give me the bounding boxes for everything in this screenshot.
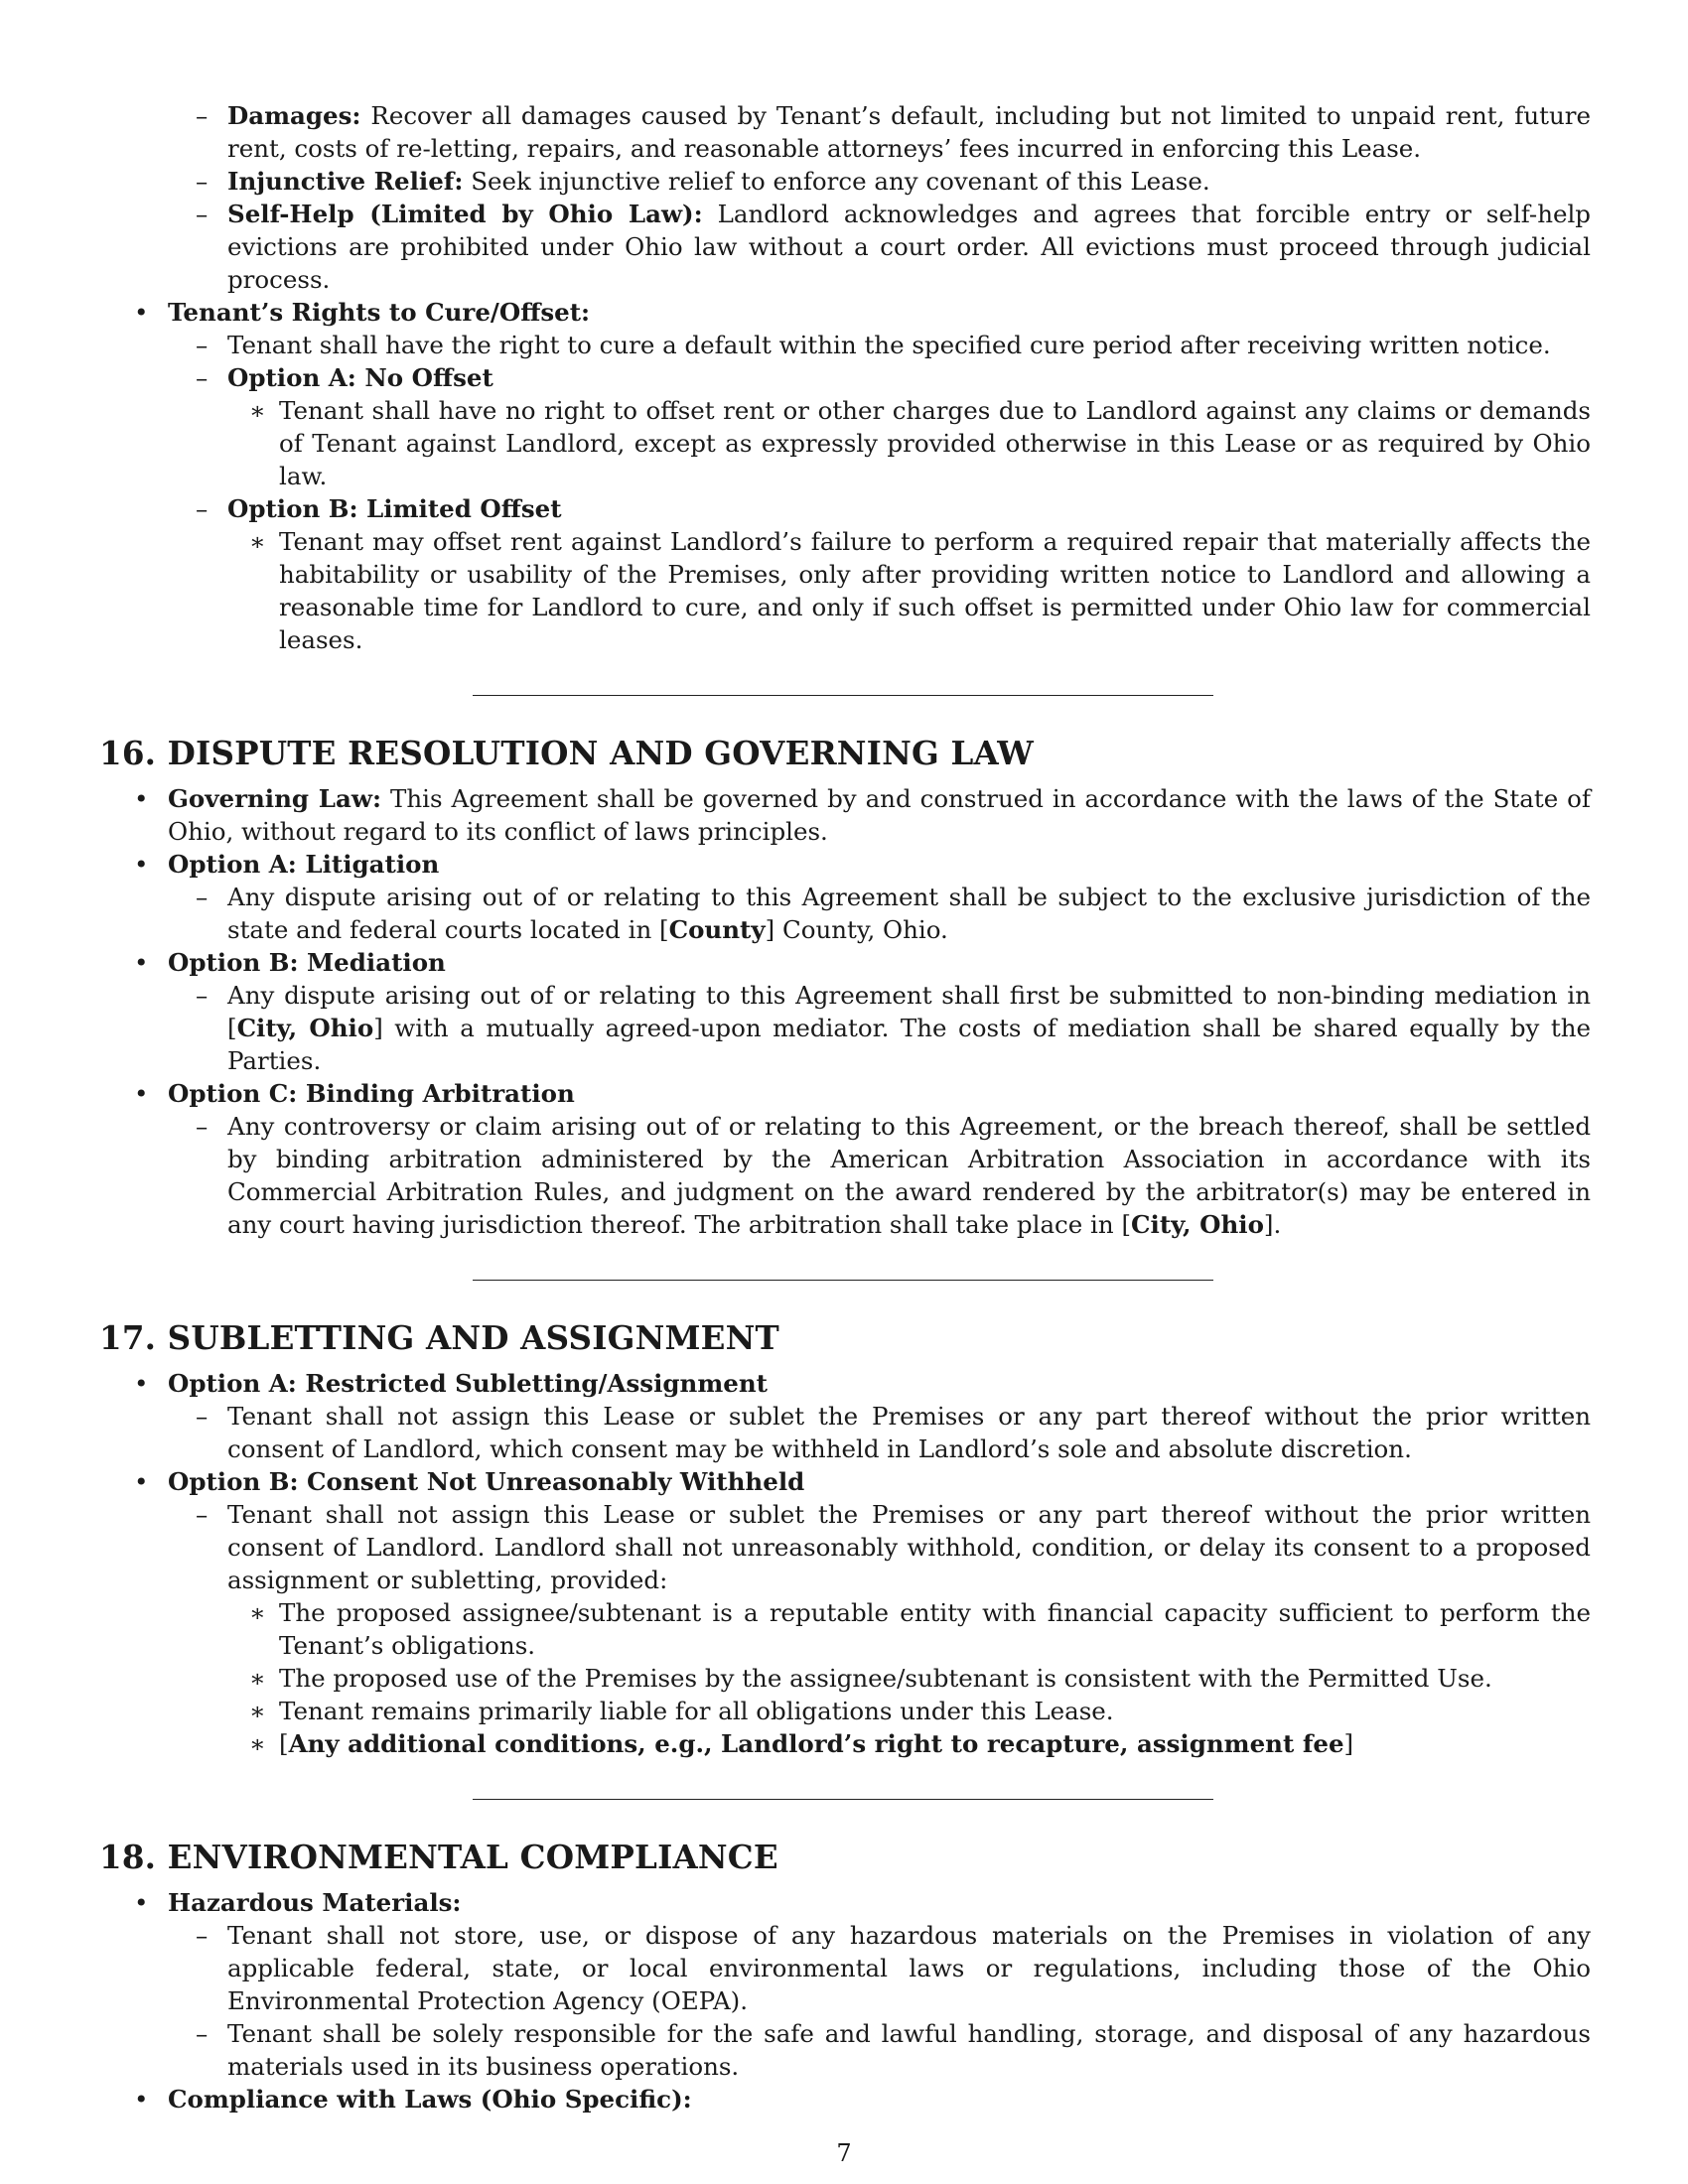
- bullet-marker: •: [134, 1888, 149, 1917]
- star-marker: ∗: [249, 1729, 266, 1758]
- list-item-damages: [0, 99, 1688, 165]
- dash-marker: –: [196, 2019, 209, 2048]
- list-item-hazardous-text: [0, 1919, 1688, 2017]
- bracket-close: ]: [1343, 1729, 1354, 1758]
- list-item-arbitration-text: [0, 1110, 1688, 1241]
- placeholder-city: City, Ohio: [1131, 1210, 1264, 1239]
- item-text: ] with a mutually agreed-upon mediator. The costs of mediation shall be shared equally by the Parties.: [227, 1014, 1591, 1075]
- item-text: The proposed use of the Premises by the assignee/subtenant is consistent with the Permitted Use.: [279, 1664, 1492, 1693]
- item-text: Tenant shall not store, use, or dispose of any hazardous materials on the Premises in violation of any applicable federal, state, or local environmental laws or regulations, including those of the Ohio Environmental Protection Agency (OEPA).: [227, 1921, 1591, 2015]
- list-item-condition: [0, 1695, 1688, 1727]
- list-item-restricted-text: [0, 1400, 1688, 1465]
- item-text: Tenant shall be solely responsible for the safe and lawful handling, storage, and disposal of any hazardous materials used in its business operations.: [227, 2019, 1591, 2081]
- bullet-marker: •: [134, 1369, 149, 1398]
- item-text: Tenant shall not assign this Lease or sublet the Premises or any part thereof without the prior written consent of Landlord. Landlord shall not unreasonably withhold, condition, or delay its consent to a proposed assignment or subletting, provided:: [227, 1500, 1591, 1594]
- star-marker: ∗: [249, 1598, 266, 1627]
- dash-marker: –: [196, 1112, 209, 1141]
- item-label: Option A: Litigation: [168, 850, 440, 879]
- item-label: Option B: Limited Offset: [227, 494, 562, 523]
- list-item-self-help: [0, 198, 1688, 296]
- item-label: Injunctive Relief:: [227, 167, 464, 196]
- item-text: This Agreement shall be governed by and construed in accordance with the laws of the State of Ohio, without regard to its conflict of laws principles.: [168, 784, 1591, 846]
- placeholder-additional-conditions: Any additional conditions, e.g., Landlord’s right to recapture, assignment fee: [288, 1729, 1344, 1758]
- dash-marker: –: [196, 981, 209, 1010]
- item-text: Landlord acknowledges and agrees that forcible entry or self-help evictions are prohibited under Ohio law without a court order. All evictions must proceed through judicial process.: [227, 200, 1591, 294]
- list-item-hazardous-text: [0, 2017, 1688, 2083]
- dash-marker: –: [196, 883, 209, 911]
- item-text: ].: [1263, 1210, 1282, 1239]
- list-item-condition: [0, 1596, 1688, 1662]
- page-number: 7: [836, 2139, 852, 2167]
- item-label: Tenant’s Rights to Cure/Offset:: [168, 298, 591, 327]
- item-label: Compliance with Laws (Ohio Specific):: [168, 2085, 692, 2114]
- section-divider: [473, 1799, 1213, 1800]
- item-text: Any dispute arising out of or relating to this Agreement shall first be submitted to non-binding mediation in [: [227, 981, 1591, 1042]
- item-label: Self-Help (Limited by Ohio Law):: [227, 200, 703, 228]
- star-marker: ∗: [249, 527, 266, 556]
- dash-marker: –: [196, 494, 209, 523]
- item-text: Tenant shall have the right to cure a default within the specified cure period after receiving written notice.: [227, 331, 1551, 359]
- star-marker: ∗: [249, 1697, 266, 1725]
- bullet-marker: •: [134, 2085, 149, 2114]
- item-label: Option C: Binding Arbitration: [168, 1079, 575, 1108]
- list-item-condition: [0, 1662, 1688, 1695]
- item-label: Hazardous Materials:: [168, 1888, 462, 1917]
- list-item-option-b-consent: [0, 1465, 1688, 1498]
- page-content: [0, 99, 1688, 2116]
- list-item-no-offset-text: [0, 394, 1688, 492]
- bullet-marker: •: [134, 948, 149, 977]
- item-label: Governing Law:: [168, 784, 382, 813]
- dash-marker: –: [196, 331, 209, 359]
- item-text: Any dispute arising out of or relating to this Agreement shall be subject to the exclusive jurisdiction of the state and federal courts located in [: [227, 883, 1591, 944]
- item-label: Option B: Consent Not Unreasonably Withheld: [168, 1467, 805, 1496]
- placeholder-county: County: [668, 915, 766, 944]
- dash-marker: –: [196, 200, 209, 228]
- list-item-option-a-litigation: [0, 848, 1688, 881]
- bracket-open: [: [279, 1729, 289, 1758]
- item-text: Tenant may offset rent against Landlord’s failure to perform a required repair that materially affects the habitability or usability of the Premises, only after providing written notice to Landlord and allowing a reasonable time for Landlord to cure, and only if such offset is permitted under Ohio law for commercial leases.: [279, 527, 1591, 654]
- bullet-marker: •: [134, 298, 149, 327]
- item-label: Option A: No Offset: [227, 363, 493, 392]
- bullet-marker: •: [134, 1079, 149, 1108]
- item-text: ] County, Ohio.: [765, 915, 948, 944]
- list-item-hazardous-materials: [0, 1886, 1688, 1919]
- list-item-mediation-text: [0, 979, 1688, 1077]
- list-item-option-a-no-offset: [0, 361, 1688, 394]
- bullet-marker: •: [134, 850, 149, 879]
- item-label: Damages:: [227, 101, 361, 130]
- section-heading-18: 18. ENVIRONMENTAL COMPLIANCE: [99, 1838, 778, 1876]
- list-item-condition: [0, 1727, 1688, 1760]
- item-text: Recover all damages caused by Tenant’s default, including but not limited to unpaid rent, future rent, costs of re-letting, repairs, and reasonable attorneys’ fees incurred in enforcing this Lease.: [227, 101, 1591, 163]
- item-text: Any controversy or claim arising out of or relating to this Agreement, or the breach thereof, shall be settled by binding arbitration administered by the American Arbitration Association in accordance with its Commercial Arbitration Rules, and judgment on the award rendered by the arbitrator(s) may be entered in any court having jurisdiction thereof. The arbitration shall take place in [: [227, 1112, 1591, 1239]
- item-label: Option B: Mediation: [168, 948, 446, 977]
- bullet-marker: •: [134, 1467, 149, 1496]
- section-divider: [473, 1280, 1213, 1281]
- list-item-option-a-restricted: [0, 1367, 1688, 1400]
- item-label: Option A: Restricted Subletting/Assignment: [168, 1369, 768, 1398]
- list-item-cure-right: [0, 329, 1688, 361]
- item-text: Tenant shall not assign this Lease or sublet the Premises or any part thereof without the prior written consent of Landlord, which consent may be withheld in Landlord’s sole and absolute discretion.: [227, 1402, 1591, 1463]
- list-item-consent-text: [0, 1498, 1688, 1596]
- placeholder-city: City, Ohio: [236, 1014, 374, 1042]
- dash-marker: –: [196, 1402, 209, 1431]
- dash-marker: –: [196, 1921, 209, 1950]
- list-item-litigation-text: [0, 881, 1688, 946]
- dash-marker: –: [196, 1500, 209, 1529]
- bullet-marker: •: [134, 784, 149, 813]
- section-heading-17: 17. SUBLETTING AND ASSIGNMENT: [99, 1318, 779, 1357]
- item-text: The proposed assignee/subtenant is a reputable entity with financial capacity sufficient to perform the Tenant’s obligations.: [279, 1598, 1591, 1660]
- dash-marker: –: [196, 363, 209, 392]
- section-divider: [473, 695, 1213, 696]
- item-text: Seek injunctive relief to enforce any covenant of this Lease.: [471, 167, 1210, 196]
- list-item-option-b-mediation: [0, 946, 1688, 979]
- item-text: Tenant shall have no right to offset rent or other charges due to Landlord against any claims or demands of Tenant against Landlord, except as expressly provided otherwise in this Lease or as required by Ohio law.: [279, 396, 1591, 490]
- list-item-option-c-arbitration: [0, 1077, 1688, 1110]
- star-marker: ∗: [249, 1664, 266, 1693]
- dash-marker: –: [196, 167, 209, 196]
- list-item-compliance-with-laws: [0, 2083, 1688, 2116]
- list-item-limited-offset-text: [0, 525, 1688, 656]
- item-text: Tenant remains primarily liable for all obligations under this Lease.: [279, 1697, 1114, 1725]
- section-heading-16: 16. DISPUTE RESOLUTION AND GOVERNING LAW: [99, 734, 1035, 772]
- list-item-governing-law: [0, 782, 1688, 848]
- list-item-option-b-limited-offset: [0, 492, 1688, 525]
- list-item-injunctive-relief: [0, 165, 1688, 198]
- star-marker: ∗: [249, 396, 266, 425]
- dash-marker: –: [196, 101, 209, 130]
- list-item-cure-offset: [0, 296, 1688, 329]
